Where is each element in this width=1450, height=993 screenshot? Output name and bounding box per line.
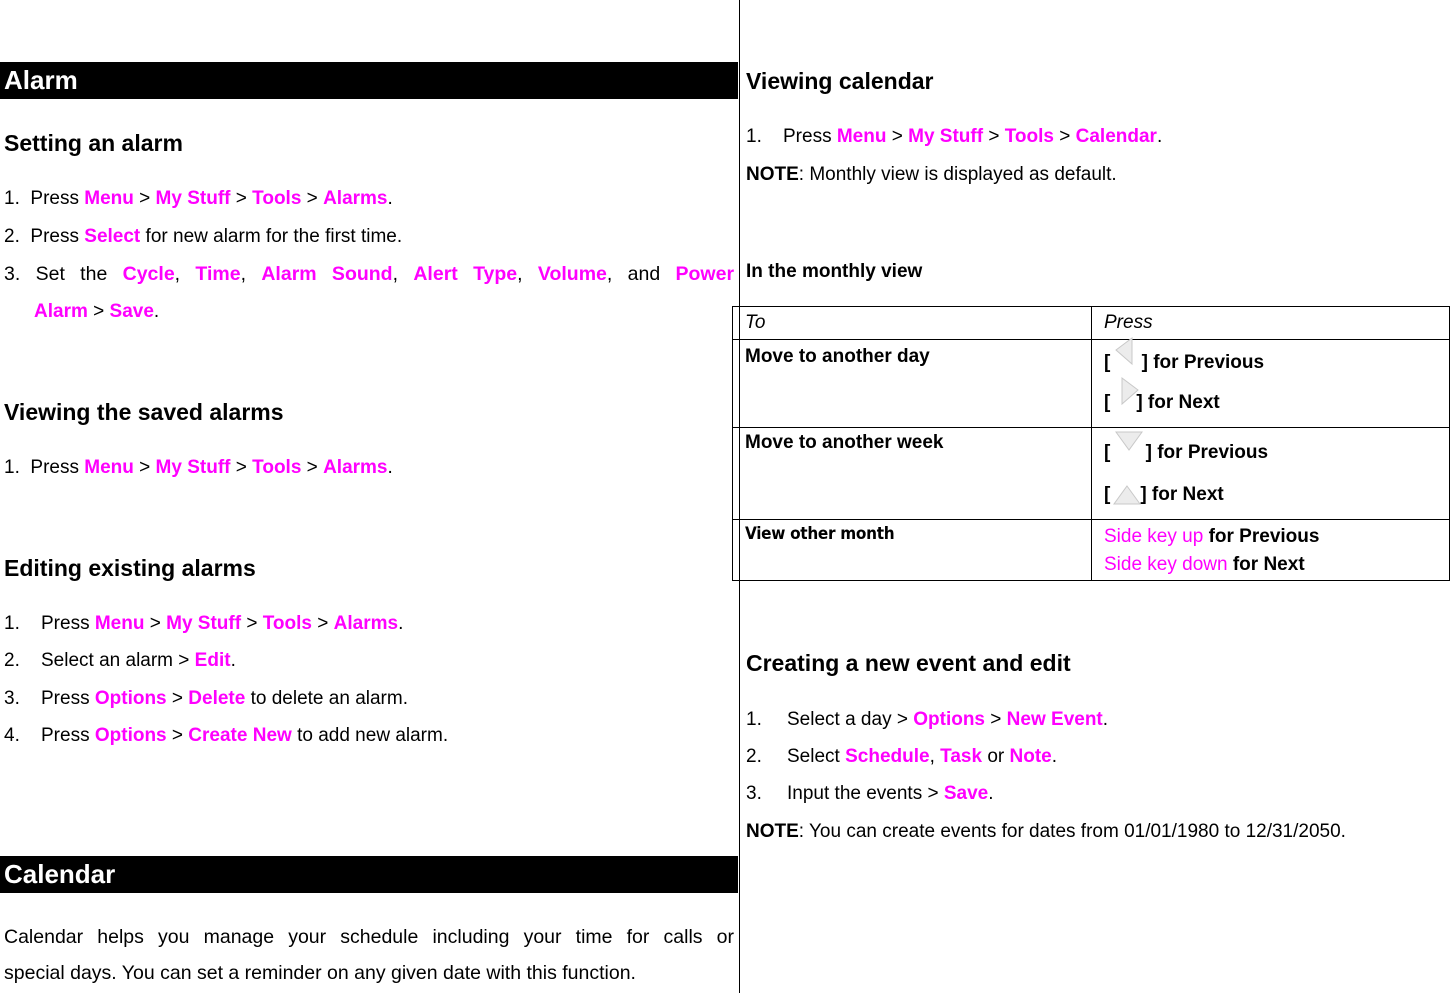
arrow-left-icon [1110,354,1136,372]
arrow-up-icon [1110,444,1140,462]
table-row [733,428,1450,520]
table-cell-press: [ ] for Previous [ ] for Next [1092,340,1450,428]
setting-step-2: 2. Press Select for new alarm for the first time. [4,226,403,247]
alarm-section-header: Alarm [0,62,738,99]
arrow-down-icon [1110,486,1140,504]
table-row [733,520,1450,581]
monthly-navigation-table [732,306,1450,581]
viewing-step-1: 1. Press Menu > My Stuff > Tools > Alarms. [4,457,393,478]
new-event-note: NOTE: You can create events for dates from 01/01/1980 to 12/31/2050. [746,821,1346,842]
editing-step-2: 2. Select an alarm > Edit. [4,650,236,671]
table-cell-press: [ ] for Previous [ ] for Next [1092,428,1450,520]
table-header-press: Press [1092,307,1450,340]
editing-step-1: 1. Press Menu > My Stuff > Tools > Alarms. [4,613,404,634]
calendar-intro-line-1: Calendar helps you manage your schedule including your time for calls or [4,926,734,948]
viewing-alarms-title: Viewing the saved alarms [4,399,284,425]
table-header-row [733,307,1450,340]
table-row [733,340,1450,428]
table-cell-to: View other month [733,520,1092,581]
calendar-section-header: Calendar [0,856,738,893]
setting-step-1: 1. Press Menu > My Stuff > Tools > Alarms. [4,188,393,209]
viewing-calendar-step-1: 1. Press Menu > My Stuff > Tools > Calendar. [746,126,1163,147]
new-event-step-1: 1. Select a day > Options > New Event. [746,709,1109,730]
viewing-calendar-title: Viewing calendar [746,68,934,94]
table-cell-to: Move to another week [733,428,1092,520]
setting-alarm-title: Setting an alarm [4,130,183,156]
calendar-intro-line-2: special days. You can set a reminder on any given date with this function. [4,962,636,984]
monthly-view-title: In the monthly view [746,261,923,282]
new-event-step-3: 3. Input the events > Save. [746,783,994,804]
arrow-right-icon [1110,394,1136,412]
editing-step-3: 3. Press Options > Delete to delete an alarm. [4,688,408,709]
table-header-to: To [733,307,1092,340]
table-cell-press: Side key up for Previous Side key down for Next [1092,520,1450,581]
setting-step-3: 3. Set the Cycle, Time, Alarm Sound, Alert Type, Volume, and Power [4,263,735,285]
editing-alarms-title: Editing existing alarms [4,555,256,581]
new-event-step-2: 2. Select Schedule, Task or Note. [746,746,1058,767]
setting-step-3-continued: Alarm > Save. [34,301,160,322]
editing-step-4: 4. Press Options > Create New to add new alarm. [4,725,449,746]
new-event-title: Creating a new event and edit [746,650,1071,676]
viewing-calendar-note: NOTE: Monthly view is displayed as default. [746,164,1117,185]
table-cell-to: Move to another day [733,340,1092,428]
